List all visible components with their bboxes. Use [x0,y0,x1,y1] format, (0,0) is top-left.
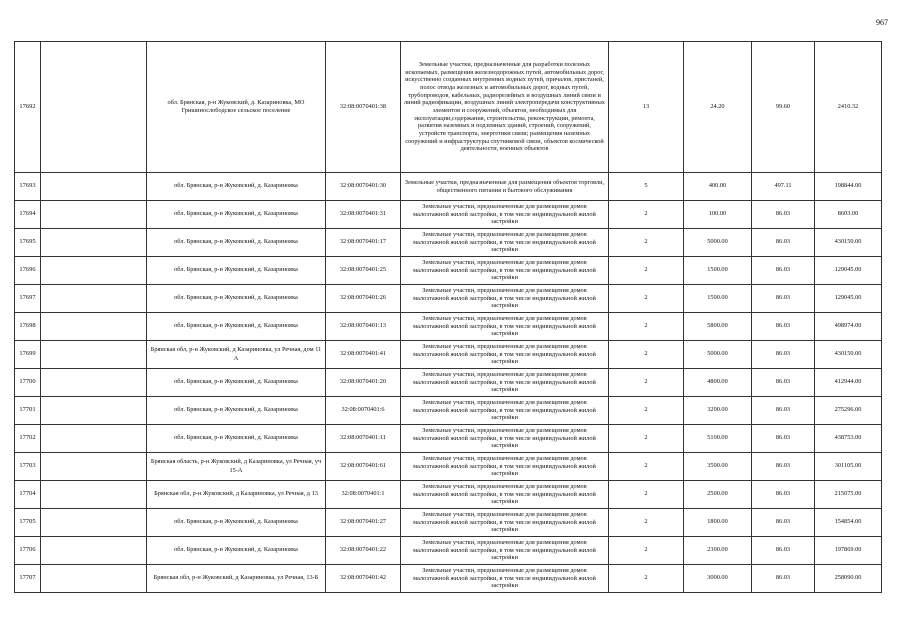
rate-cell: 497.11 [752,173,815,201]
blank-cell [41,229,147,257]
blank-cell [41,369,147,397]
table-row [15,481,882,509]
land-use-cell: Земельные участки, предназначенные для размещения домов малоэтажной жилой застройки, в том числе индивидуальной жилой застройки [401,313,609,341]
group-cell: 2 [609,481,684,509]
rate-cell: 86.03 [752,257,815,285]
land-use-cell: Земельные участки, предназначенные для размещения домов малоэтажной жилой застройки, в том числе индивидуальной жилой застройки [401,537,609,565]
address-cell: обл. Брянская, р-н Жуковский, д. Казариновка [147,201,326,229]
land-use-cell: Земельные участки, предназначенные для размещения домов малоэтажной жилой застройки, в том числе индивидуальной жилой застройки [401,369,609,397]
rate-cell: 86.03 [752,509,815,537]
table-row [15,313,882,341]
cadastral-number-cell: 32:08:0070401:13 [326,313,401,341]
area-cell: 1800.00 [684,509,752,537]
rate-cell: 86.03 [752,537,815,565]
blank-cell [41,453,147,481]
blank-cell [41,509,147,537]
area-cell: 5800.00 [684,313,752,341]
row-id-cell: 17695 [15,229,41,257]
group-cell: 5 [609,173,684,201]
rate-cell: 86.03 [752,481,815,509]
cadastral-value-cell: 215075.00 [815,481,882,509]
cadastral-number-cell: 32:08:0070401:25 [326,257,401,285]
area-cell: 1500.00 [684,257,752,285]
address-cell: Брянская обл, р-н Жуковский, д Казариновка, ул Речная, д 13 [147,481,326,509]
table-body [15,42,882,593]
group-cell: 2 [609,341,684,369]
row-id-cell: 17707 [15,565,41,593]
row-id-cell: 17705 [15,509,41,537]
cadastral-value-cell: 198844.00 [815,173,882,201]
rate-cell: 99.60 [752,42,815,173]
blank-cell [41,481,147,509]
rate-cell: 86.03 [752,229,815,257]
area-cell: 5000.00 [684,341,752,369]
address-cell: обл. Брянская, р-н Жуковский, д. Казариновка [147,173,326,201]
table-row [15,425,882,453]
land-use-cell: Земельные участки, предназначенные для размещения домов малоэтажной жилой застройки, в том числе индивидуальной жилой застройки [401,453,609,481]
rate-cell: 86.03 [752,425,815,453]
address-cell: обл. Брянская, р-н Жуковский, д. Казариновка [147,397,326,425]
blank-cell [41,173,147,201]
cadastral-number-cell: 32:08:0070401:26 [326,285,401,313]
row-id-cell: 17699 [15,341,41,369]
cadastral-value-cell: 2410.32 [815,42,882,173]
area-cell: 3500.00 [684,453,752,481]
land-use-cell: Земельные участки, предназначенные для размещения домов малоэтажной жилой застройки, в том числе индивидуальной жилой застройки [401,201,609,229]
group-cell: 2 [609,453,684,481]
row-id-cell: 17694 [15,201,41,229]
group-cell: 13 [609,42,684,173]
group-cell: 2 [609,313,684,341]
address-cell: Брянская обл, р-н Жуковский, д Казариновка, ул Речная, дом 11 А [147,341,326,369]
row-id-cell: 17697 [15,285,41,313]
table-row [15,509,882,537]
blank-cell [41,341,147,369]
cadastral-number-cell: 32:08:0070401:61 [326,453,401,481]
row-id-cell: 17696 [15,257,41,285]
land-use-cell: Земельные участки, предназначенные для размещения домов малоэтажной жилой застройки, в том числе индивидуальной жилой застройки [401,509,609,537]
row-id-cell: 17702 [15,425,41,453]
blank-cell [41,257,147,285]
rate-cell: 86.03 [752,453,815,481]
table-row [15,341,882,369]
blank-cell [41,201,147,229]
rate-cell: 86.03 [752,201,815,229]
row-id-cell: 17692 [15,42,41,173]
table-row [15,42,882,173]
address-cell: обл. Брянская, р-н Жуковский, д. Казариновка [147,285,326,313]
blank-cell [41,537,147,565]
table-row [15,285,882,313]
area-cell: 1500.00 [684,285,752,313]
cadastral-value-cell: 412944.00 [815,369,882,397]
address-cell: обл. Брянская, р-н Жуковский, д. Казариновка [147,509,326,537]
table-row [15,369,882,397]
area-cell: 5000.00 [684,229,752,257]
row-id-cell: 17701 [15,397,41,425]
area-cell: 400.00 [684,173,752,201]
cadastral-value-cell: 258090.00 [815,565,882,593]
land-use-cell: Земельные участки, предназначенные для размещения домов малоэтажной жилой застройки, в том числе индивидуальной жилой застройки [401,565,609,593]
group-cell: 2 [609,509,684,537]
rate-cell: 86.03 [752,369,815,397]
row-id-cell: 17704 [15,481,41,509]
cadastral-number-cell: 32:08:0070401:30 [326,173,401,201]
blank-cell [41,565,147,593]
cadastral-number-cell: 32:08:0070401:31 [326,201,401,229]
cadastral-value-cell: 8603.00 [815,201,882,229]
blank-cell [41,285,147,313]
group-cell: 2 [609,397,684,425]
cadastral-value-cell: 154854.00 [815,509,882,537]
cadastral-number-cell: 32:08:0070401:42 [326,565,401,593]
page-number: 967 [876,18,888,27]
rate-cell: 86.03 [752,285,815,313]
table-row [15,201,882,229]
table-row [15,453,882,481]
blank-cell [41,397,147,425]
cadastral-number-cell: 32:08:0070401:17 [326,229,401,257]
table-row [15,397,882,425]
area-cell: 2300.00 [684,537,752,565]
group-cell: 2 [609,229,684,257]
group-cell: 2 [609,285,684,313]
row-id-cell: 17698 [15,313,41,341]
group-cell: 2 [609,257,684,285]
rate-cell: 86.03 [752,313,815,341]
land-use-cell: Земельные участки, предназначенные для размещения домов малоэтажной жилой застройки, в том числе индивидуальной жилой застройки [401,425,609,453]
cadastral-value-table [14,41,882,593]
land-use-cell: Земельные участки, предназначенные для размещения домов малоэтажной жилой застройки, в том числе индивидуальной жилой застройки [401,341,609,369]
land-use-cell: Земельные участки, предназначенные для размещения домов малоэтажной жилой застройки, в том числе индивидуальной жилой застройки [401,257,609,285]
group-cell: 2 [609,369,684,397]
table-row [15,537,882,565]
blank-cell [41,313,147,341]
blank-cell [41,425,147,453]
area-cell: 4800.00 [684,369,752,397]
group-cell: 2 [609,565,684,593]
row-id-cell: 17706 [15,537,41,565]
group-cell: 2 [609,537,684,565]
cadastral-value-cell: 498974.00 [815,313,882,341]
cadastral-number-cell: 32:08:0070401:1 [326,481,401,509]
cadastral-value-cell: 301105.00 [815,453,882,481]
area-cell: 3200.00 [684,397,752,425]
area-cell: 3000.00 [684,565,752,593]
address-cell: обл. Брянская, р-н Жуковский, д. Казариновка [147,229,326,257]
cadastral-value-cell: 129045.00 [815,285,882,313]
land-use-cell: Земельные участки, предназначенные для размещения домов малоэтажной жилой застройки, в том числе индивидуальной жилой застройки [401,285,609,313]
cadastral-number-cell: 32:08:0070401:38 [326,42,401,173]
cadastral-value-cell: 430150.00 [815,229,882,257]
rate-cell: 86.03 [752,397,815,425]
area-cell: 100.00 [684,201,752,229]
row-id-cell: 17703 [15,453,41,481]
cadastral-number-cell: 32:08:0070401:20 [326,369,401,397]
address-cell: обл. Брянская, р-н Жуковский, д. Казариновка [147,369,326,397]
cadastral-number-cell: 32:08:0070401:6 [326,397,401,425]
blank-cell [41,42,147,173]
cadastral-number-cell: 32:08:0070401:27 [326,509,401,537]
table-row [15,565,882,593]
cadastral-value-cell: 197869.00 [815,537,882,565]
area-cell: 24.20 [684,42,752,173]
area-cell: 5100.00 [684,425,752,453]
land-use-cell: Земельные участки, предназначенные для размещения домов малоэтажной жилой застройки, в том числе индивидуальной жилой застройки [401,229,609,257]
cadastral-number-cell: 32:08:0070401:22 [326,537,401,565]
cadastral-value-cell: 275296.00 [815,397,882,425]
address-cell: обл. Брянская, р-н Жуковский, д. Казариновка [147,425,326,453]
group-cell: 2 [609,425,684,453]
table-row [15,229,882,257]
address-cell: обл. Брянская, р-н Жуковский, д. Казариновка [147,313,326,341]
cadastral-value-cell: 129045.00 [815,257,882,285]
cadastral-value-cell: 430150.00 [815,341,882,369]
address-cell: обл. Брянская, р-н Жуковский, д. Казариновка [147,257,326,285]
address-cell: обл. Брянская, р-н Жуковский, д. Казариновка [147,537,326,565]
address-cell: Брянская обл, р-н Жуковский, д Казариновка, ул Речная, 13-Б [147,565,326,593]
land-use-cell: Земельные участки, предназначенные для размещения объектов торговли, общественного питания и бытового обслуживания [401,173,609,201]
address-cell: обл. Брянская, р-н Жуковский, д. Казариновка, МО Гришинослободское сельское поселение [147,42,326,173]
table-row [15,257,882,285]
land-use-cell: Земельные участки, предназначенные для разработки полезных ископаемых, размещения железнодорожных путей, автомобильных дорог, искусственно созданных внутренних водных путей, причалов, пристаней, полос отвода железных и автомобильных дорог, водных путей, трубопроводов, кабельных, радиорелейных и воздушных линий связи и линий радиофикации, воздушных линий электропередачи конструктивных элементов и сооружений, объектов, необходимых для эксплуатации,содержания, строительства, реконструкции, ремонта, развития наземных и подземных зданий, строений, сооружений, устройств транспорта, энергетики связи; размещения наземных сооружений и инфраструктуры спутниковой связи, объектов космической деятельности, военных объектов [401,42,609,173]
area-cell: 2500.00 [684,481,752,509]
cadastral-number-cell: 32:08:0070401:41 [326,341,401,369]
table-row [15,173,882,201]
land-use-cell: Земельные участки, предназначенные для размещения домов малоэтажной жилой застройки, в том числе индивидуальной жилой застройки [401,481,609,509]
land-use-cell: Земельные участки, предназначенные для размещения домов малоэтажной жилой застройки, в том числе индивидуальной жилой застройки [401,397,609,425]
rate-cell: 86.03 [752,341,815,369]
rate-cell: 86.03 [752,565,815,593]
row-id-cell: 17700 [15,369,41,397]
group-cell: 2 [609,201,684,229]
cadastral-number-cell: 32:08:0070401:11 [326,425,401,453]
cadastral-value-cell: 438753.00 [815,425,882,453]
row-id-cell: 17693 [15,173,41,201]
address-cell: Брянская область, р-н Жуковский, д Казариновка, ул Речная, уч 15-А [147,453,326,481]
